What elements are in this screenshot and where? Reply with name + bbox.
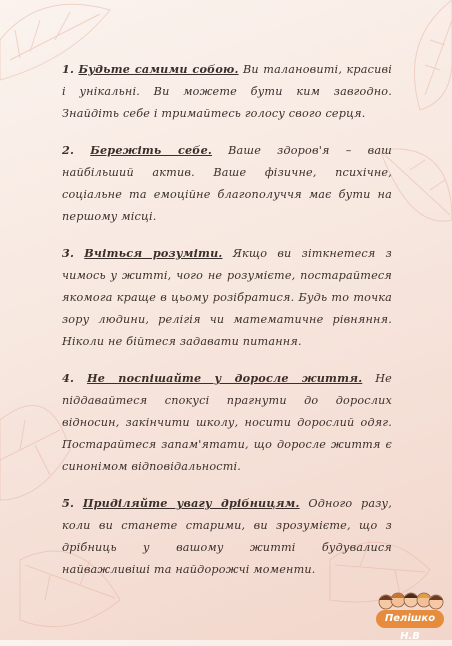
item-number: 3. bbox=[62, 246, 75, 260]
list-item bbox=[62, 139, 392, 228]
item-heading: Вчіться розуміти. bbox=[84, 246, 223, 260]
item-text: Якщо ви зіткнетеся з чимось у житті, чого не розумієте, постарайтеся якомога краще в цьому розібратися. Будь то точка зору людини, релігія чи математичне рівняння. Ніколи не бійтеся задавати питання. bbox=[62, 247, 392, 348]
item-heading: Будьте самими собою. bbox=[78, 62, 239, 76]
list-item bbox=[62, 367, 392, 478]
item-text: Ви талановиті, красиві і унікальні. Ви можете бути ким завгодно. Знайдіть себе і тримайтесь голосу свого серця. bbox=[62, 63, 392, 120]
item-number: 4. bbox=[62, 371, 75, 385]
author-label: Пелішко Н.В bbox=[376, 610, 444, 628]
item-text: Не піддавайтеся спокусі прагнути до дорослих відносин, закінчити школу, носити дорослий одяг. Постарайтеся запам'ятати, що доросле життя є синонімом відповідальності. bbox=[62, 372, 392, 473]
author-badge bbox=[372, 586, 448, 642]
item-number: 2. bbox=[62, 143, 75, 157]
children-faces-icon bbox=[378, 588, 444, 612]
item-text: Одного разу, коли ви станете старими, ви зрозумієте, що з дрібниць у вашому житті будувалися найважливіші та найдорожчі моменти. bbox=[62, 497, 393, 576]
advice-list bbox=[62, 58, 392, 595]
item-number: 1. bbox=[62, 62, 75, 76]
list-item bbox=[62, 58, 392, 125]
item-text: Ваше здоров'я – ваш найбільший актив. Ваше фізичне, психічне, соціальне та емоційне благополуччя має бути на першому місці. bbox=[62, 144, 392, 223]
item-heading: Бережіть себе. bbox=[90, 143, 212, 157]
list-item bbox=[62, 492, 392, 581]
list-item bbox=[62, 242, 392, 353]
item-heading: Не поспішайте у доросле життя. bbox=[86, 371, 363, 385]
item-heading: Приділяйте увагу дрібницям. bbox=[82, 496, 300, 510]
item-number: 5. bbox=[62, 496, 75, 510]
